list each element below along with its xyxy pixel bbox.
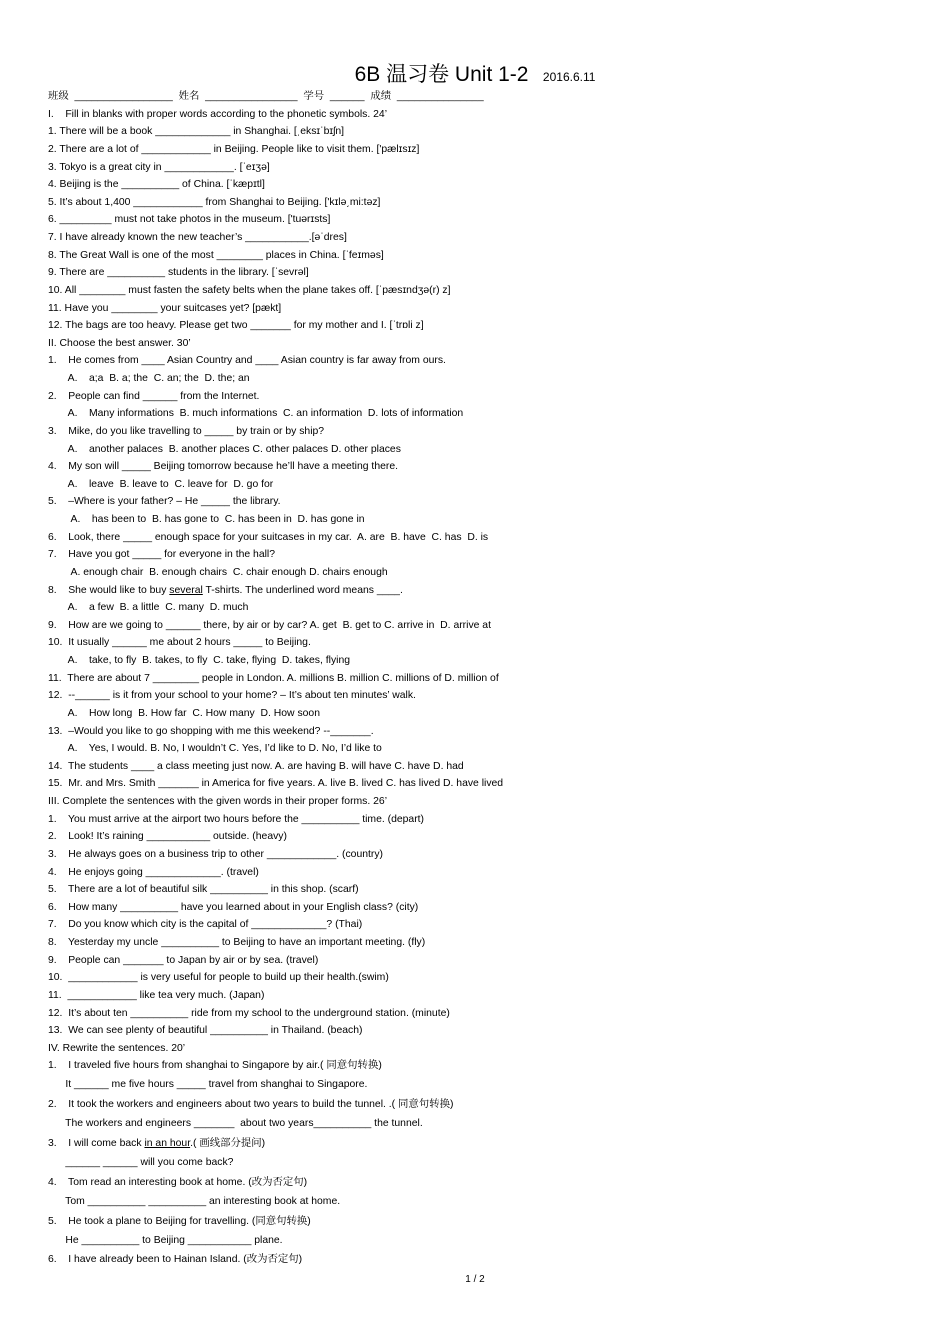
text-line: A. a;a B. a; the C. an; the D. the; an	[48, 373, 250, 384]
text-line: A. a few B. a little C. many D. much	[48, 602, 249, 614]
underlined-word: in an hour	[144, 1137, 191, 1149]
text-line: 1. I traveled five hours from shanghai to Singapore by air.( 同意句转换)	[48, 1060, 382, 1072]
text-line: 7. I have already known the new teacher’s ___________.[əˈdres]	[48, 232, 347, 243]
text-line: A. Yes, I would. B. No, I wouldn’t C. Yes, I’d like to D. No, I’d like to	[48, 743, 382, 755]
text-line: 9. People can _______ to Japan by air or by sea. (travel)	[48, 954, 319, 966]
text-line: 15. Mr. and Mrs. Smith _______ in America for five years. A. live B. lived C. has lived D. have lived	[48, 778, 504, 790]
header-info-line: 班级 _________________ 姓名 ________________ 学号 ______ 成绩 _______________	[48, 91, 484, 102]
text-line: A. How long B. How far C. How many D. How soon	[48, 707, 320, 719]
text-line: Tom __________ __________ an interesting book at home.	[48, 1196, 341, 1207]
text-line: 4. My son will _____ Beijing tomorrow because he’ll have a meeting there.	[48, 461, 399, 473]
text-line: 6. How many __________ have you learned about in your English class? (city)	[48, 901, 419, 913]
text-line: 3. Mike, do you like travelling to _____ by train or by ship?	[48, 425, 325, 437]
text-line: III. Complete the sentences with the given words in their proper forms. 26’	[48, 796, 388, 807]
text-line: 1. He comes from ____ Asian Country and ____ Asian country is far away from ours.	[48, 355, 446, 367]
underlined-word: several	[169, 584, 203, 596]
title-date: 2016.6.11	[542, 70, 596, 84]
text-line: IV. Rewrite the sentences. 20’	[48, 1042, 186, 1054]
text-line: A. another palaces B. another places C. other palaces D. other places	[48, 443, 401, 455]
text-line: 9. There are __________ students in the library. [ˈsevrəl]	[48, 267, 309, 279]
text-line: 4. Beijing is the __________ of China. [ˈkæpɪtl]	[48, 179, 265, 191]
text-line: 5. It’s about 1,400 ____________ from Shanghai to Beijing. ['kɪlə͵mi:təz]	[48, 196, 381, 208]
text-line: 4. He enjoys going _____________. (travel)	[48, 866, 259, 878]
text-line: A. enough chair B. enough chairs C. chair enough D. chairs enough	[48, 566, 388, 578]
text-line: 4. Tom read an interesting book at home. (改为否定句)	[48, 1176, 308, 1188]
page-number: 1 / 2	[465, 1274, 485, 1285]
text-line: 12. The bags are too heavy. Please get two _______ for my mother and I. [ˈtrɒli z]	[48, 320, 424, 332]
text-line: 2. There are a lot of ____________ in Beijing. People like to visit them. ['pælɪsɪz]	[48, 143, 420, 155]
text-line: A. take, to fly B. takes, to fly C. take, flying D. takes, flying	[48, 655, 351, 666]
text-line: 8. The Great Wall is one of the most ________ places in China. [ˈfeɪməs]	[48, 249, 384, 261]
text-line: A. leave B. leave to C. leave for D. go for	[48, 478, 274, 490]
text-line: 8. Yesterday my uncle __________ to Beijing to have an important meeting. (fly)	[48, 937, 426, 948]
document-body	[48, 88, 928, 1268]
text-line: 2. People can find ______ from the Internet.	[48, 390, 260, 402]
text-line: 6. Look, there _____ enough space for your suitcases in my car. A. are B. have C. has D. is	[48, 531, 489, 543]
text-line: 1. There will be a book _____________ in Shanghai. [ˌeksɪˈbɪʃn]	[48, 126, 345, 138]
text-line: 12. It’s about ten __________ ride from my school to the underground station. (minute)	[48, 1007, 450, 1019]
text-line: 3. He always goes on a business trip to other ____________. (country)	[48, 848, 384, 860]
text-line: 11. ____________ like tea very much. (Japan)	[48, 989, 265, 1001]
text-line: 13. –Would you like to go shopping with me this weekend? --_______.	[48, 725, 374, 737]
text-line: 2. It took the workers and engineers about two years to build the tunnel. .( 同意句转换)	[48, 1098, 454, 1110]
text-line: He __________ to Beijing ___________ plane.	[48, 1235, 283, 1246]
text-line: A. Many informations B. much informations C. an information D. lots of information	[48, 408, 464, 420]
text-line: II. Choose the best answer. 30’	[48, 337, 191, 349]
text-line: 8. She would like to buy several T-shirts. The underlined word means ____.	[48, 584, 403, 596]
text-line: ______ ______ will you come back?	[48, 1157, 234, 1168]
text-line: The workers and engineers _______ about two years__________ the tunnel.	[48, 1118, 423, 1129]
text-line: A. has been to B. has gone to C. has been in D. has gone in	[48, 514, 365, 525]
text-line: 7. Have you got _____ for everyone in the hall?	[48, 549, 276, 561]
text-line: I. Fill in blanks with proper words according to the phonetic symbols. 24’	[48, 108, 388, 120]
text-line: 10. ____________ is very useful for people to build up their health.(swim)	[48, 972, 389, 984]
text-line: 7. Do you know which city is the capital of _____________? (Thai)	[48, 919, 363, 931]
text-line: 11. Have you ________ your suitcases yet? [pækt]	[48, 302, 282, 314]
text-line: 2. Look! It’s raining ___________ outside. (heavy)	[48, 831, 287, 843]
text-line: 13. We can see plenty of beautiful __________ in Thailand. (beach)	[48, 1025, 363, 1037]
text-line: 14. The students ____ a class meeting just now. A. are having B. will have C. have D. had	[48, 760, 464, 772]
text-line: 12. --______ is it from your school to your home? – It’s about ten minutes’ walk.	[48, 690, 416, 702]
text-line: 11. There are about 7 ________ people in London. A. millions B. million C. millions of D. million of	[48, 672, 499, 684]
title-main: 6B 温习卷 Unit 1-2	[354, 63, 529, 86]
text-line: 6. _________ must not take photos in the museum. ['tuərɪsts]	[48, 214, 331, 226]
text-line: 10. All ________ must fasten the safety belts when the plane takes off. [ˈpæsɪndʒə(r) z]	[48, 284, 451, 296]
text-line: 6. I have already been to Hainan Island. (改为否定句)	[48, 1253, 303, 1265]
text-line: 5. He took a plane to Beijing for travelling. (同意句转换)	[48, 1215, 311, 1227]
text-line: 3. Tokyo is a great city in ____________. [ˈeɪʒə]	[48, 161, 270, 173]
text-line: 5. There are a lot of beautiful silk __________ in this shop. (scarf)	[48, 884, 359, 896]
document-title	[0, 58, 950, 88]
text-line: 1. You must arrive at the airport two hours before the __________ time. (depart)	[48, 813, 425, 825]
text-line: 3. I will come back in an hour.( 画线部分提问)	[48, 1137, 266, 1149]
text-line: 5. –Where is your father? – He _____ the library.	[48, 496, 281, 508]
text-line: 10. It usually ______ me about 2 hours _____ to Beijing.	[48, 637, 311, 649]
text-line: It ______ me five hours _____ travel from shanghai to Singapore.	[48, 1079, 368, 1090]
text-line: 9. How are we going to ______ there, by air or by car? A. get B. get to C. arrive in D. arrive at	[48, 619, 491, 631]
